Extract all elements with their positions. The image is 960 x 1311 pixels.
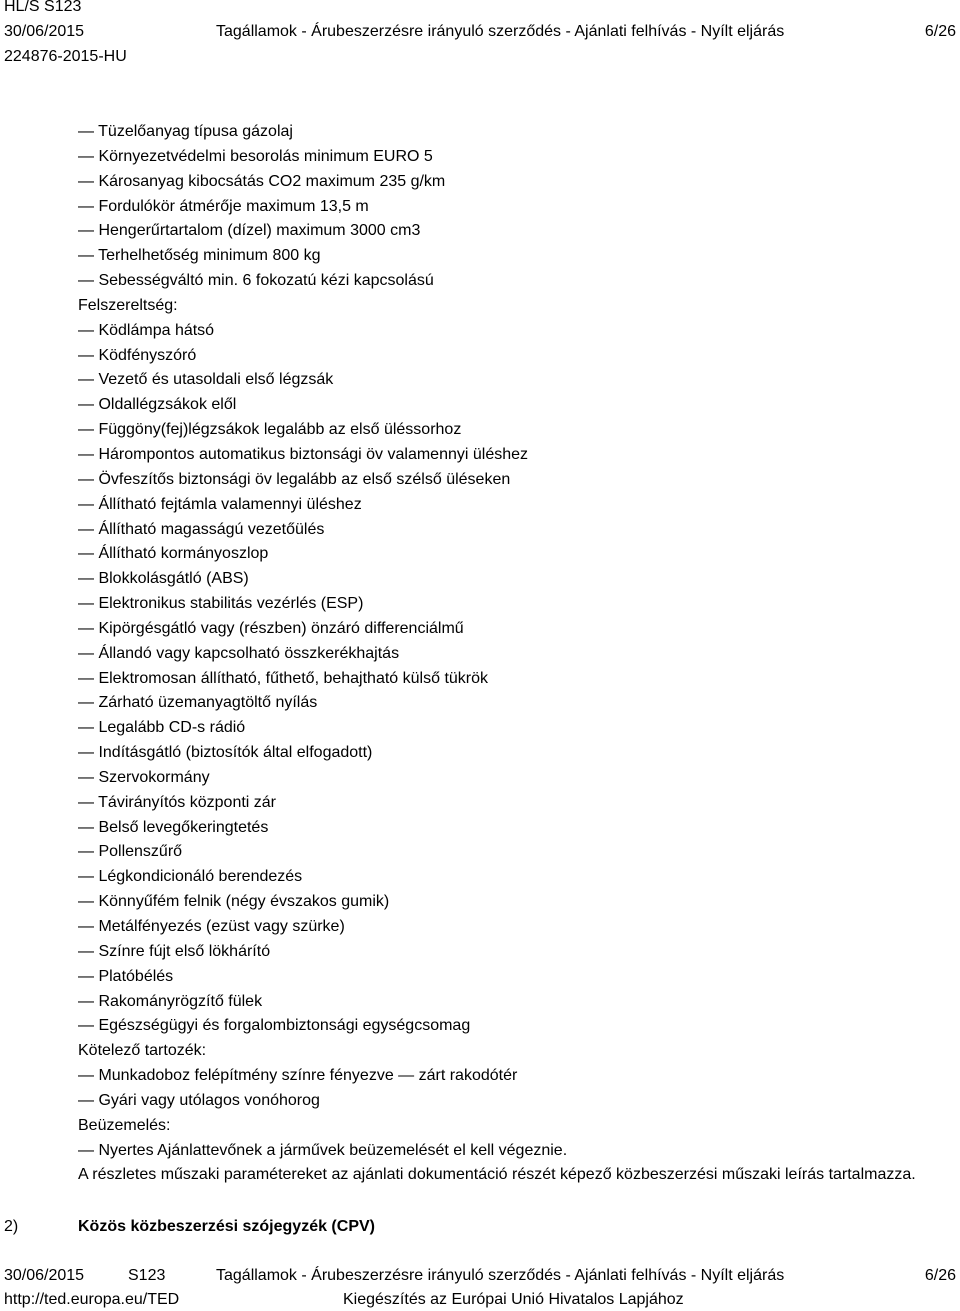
section-heading [4,1218,375,1236]
list-item: — Vezető és utasoldali első légzsák [78,371,334,389]
list-item: — Zárható üzemanyagtöltő nyílás [78,694,318,712]
closing-paragraph: A részletes műszaki paramétereket az ajánlati dokumentáció részét képező közbeszerzési műszaki leírás tartalmazza. [78,1166,916,1184]
header-title: Tagállamok - Árubeszerzésre irányuló szerződés - Ajánlati felhívás - Nyílt eljárás [216,23,785,40]
footer-url: http://ted.europa.eu/TED [4,1291,180,1308]
list-item: — Fordulókör átmérője maximum 13,5 m [78,197,369,215]
list-item: — Hengerűrtartalom (dízel) maximum 3000 cm3 [78,222,421,240]
list-item: Beüzemelés: [78,1116,171,1134]
list-item: — Szervokormány [78,768,210,786]
list-item: — Blokkolásgátló (ABS) [78,570,249,588]
doc-code: HL/S S123 [4,0,82,15]
list-item: — Tüzelőanyag típusa gázolaj [78,123,293,140]
list-item: — Gyári vagy utólagos vonóhorog [78,1091,320,1109]
list-item: — Elektromosan állítható, fűthető, behajtható külső tükrök [78,669,489,687]
footer-date: 30/06/2015 [4,1267,85,1284]
list-item: — Elektronikus stabilitás vezérlés (ESP) [78,595,364,613]
list-item: — Távirányítós központi zár [78,793,277,811]
list-item: — Károsanyag kibocsátás CO2 maximum 235 g/km [78,172,446,190]
list-item: — Ködlámpa hátsó [78,321,215,339]
list-item: — Belső levegőkeringtetés [78,818,269,836]
list-item: — Indításgátló (biztosítók által elfogadott) [78,744,373,762]
header-page-number: 6/26 [924,23,956,40]
list-item: — Kipörgésgátló vagy (részben) önzáró differenciálmű [78,619,464,637]
list-item: — Pollenszűrő [78,843,183,861]
list-item: — Állítható fejtámla valamennyi üléshez [78,495,362,513]
list-item: — Terhelhetőség minimum 800 kg [78,247,321,265]
notice-id: 224876-2015-HU [4,48,127,65]
list-item: — Övfeszítős biztonsági öv legalább az első szélső üléseken [78,470,511,488]
list-item: — Munkadoboz felépítmény színre fényezve — zárt rakodótér [78,1067,518,1085]
list-item: — Sebességváltó min. 6 fokozatú kézi kapcsolású [78,272,434,290]
list-item: — Légkondicionáló berendezés [78,868,303,886]
list-item: — Környezetvédelmi besorolás minimum EURO 5 [78,147,433,165]
footer-title: Tagállamok - Árubeszerzésre irányuló szerződés - Ajánlati felhívás - Nyílt eljárás [216,1267,785,1284]
list-item: — Függöny(fej)légzsákok legalább az első üléssorhoz [78,421,462,439]
list-item: — Hárompontos automatikus biztonsági öv valamennyi üléshez [78,445,529,463]
list-item: — Könnyűfém felnik (négy évszakos gumik) [78,893,390,911]
document-body [78,120,938,1188]
specification-list [78,120,938,1163]
list-item: — Oldallégzsákok elől [78,396,237,414]
footer-page-number: 6/26 [924,1267,956,1284]
list-item: — Ködfényszóró [78,346,197,364]
list-item: — Rakományrögzítő fülek [78,992,263,1010]
list-item: — Állandó vagy kapcsolható összkerékhajtás [78,644,400,662]
footer-publisher: Kiegészítés az Európai Unió Hivatalos Lapjához [343,1291,684,1308]
list-item: — Platóbélés [78,967,174,985]
list-item: — Egészségügyi és forgalombiztonsági egységcsomag [78,1017,471,1035]
list-item: — Metálfényezés (ezüst vagy szürke) [78,918,345,935]
header-date: 30/06/2015 [4,23,85,40]
list-item: Kötelező tartozék: [78,1042,207,1060]
list-item: — Legalább CD-s rádió [78,719,246,737]
list-item: — Nyertes Ajánlattevőnek a járművek beüzemelését el kell végeznie. [78,1141,568,1159]
list-item: — Színre fújt első lökhárító [78,942,271,960]
footer-series: S123 [128,1267,166,1284]
section-title: Közös közbeszerzési szójegyzék (CPV) [78,1218,375,1235]
list-item: Felszereltség: [78,296,178,314]
list-item: — Állítható kormányoszlop [78,545,269,563]
list-item: — Állítható magasságú vezetőülés [78,520,325,538]
section-number: 2) [4,1218,19,1235]
